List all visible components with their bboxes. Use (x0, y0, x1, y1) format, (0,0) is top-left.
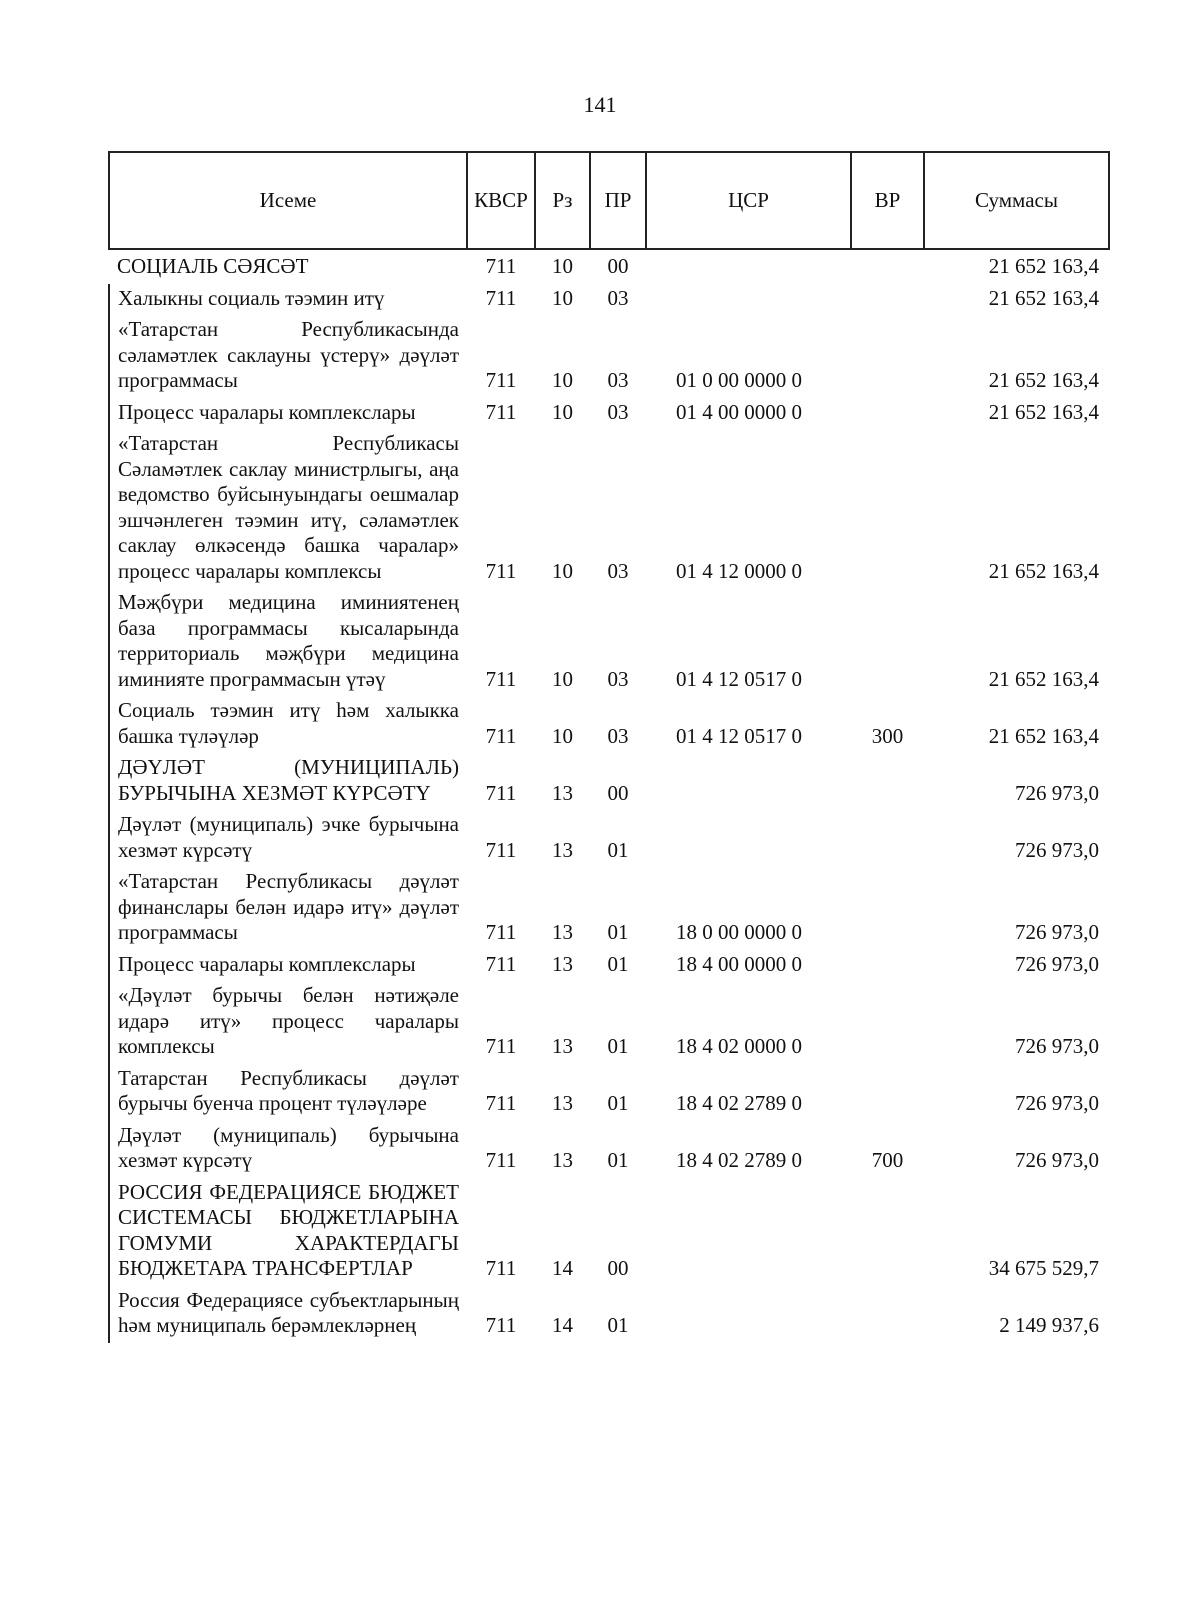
row-vr (851, 398, 924, 430)
row-pr: 03 (607, 558, 629, 583)
table-row (109, 429, 1109, 588)
row-csr: 18 0 00 0000 0 (676, 920, 802, 944)
row-sum: 21 652 163,4 (988, 399, 1099, 424)
table-header (109, 152, 1109, 249)
row-sum: 726 973,0 (1015, 951, 1099, 976)
row-vr (851, 249, 924, 284)
row-pr: 01 (607, 951, 629, 976)
row-csr (646, 1178, 851, 1286)
page-number: 141 (583, 92, 617, 117)
row-csr (646, 249, 851, 284)
row-rz: 13 (552, 1148, 573, 1172)
row-rz: 10 (552, 399, 573, 424)
row-sum: 21 652 163,4 (988, 254, 1099, 278)
table-row (109, 284, 1109, 316)
row-kvsr: 711 (485, 723, 517, 748)
row-csr (646, 810, 851, 867)
row-sum: 21 652 163,4 (988, 558, 1099, 583)
row-vr (851, 981, 924, 1064)
row-kvsr: 711 (485, 1091, 517, 1115)
row-name: СОЦИАЛЬ СӘЯСӘТ (117, 254, 309, 278)
row-csr: 18 4 02 0000 0 (676, 1034, 802, 1058)
row-kvsr: 711 (485, 1148, 517, 1172)
row-name: Процесс чаралары комплекслары (109, 398, 467, 430)
row-pr: 00 (607, 780, 629, 805)
row-rz: 14 (552, 1256, 573, 1280)
row-csr: 18 4 00 0000 0 (676, 951, 802, 976)
row-csr: 01 4 00 0000 0 (676, 399, 802, 424)
table-row (109, 315, 1109, 398)
table-row (109, 1121, 1109, 1178)
row-name: «Дәүләт бурычы белән нәтиҗәле идарә итү» процесс чаралары комплексы (109, 981, 467, 1064)
row-sum: 21 652 163,4 (988, 723, 1099, 748)
row-sum: 21 652 163,4 (988, 285, 1099, 310)
row-vr (851, 1064, 924, 1121)
row-pr: 03 (607, 285, 629, 310)
row-csr (646, 1286, 851, 1343)
row-pr: 00 (607, 1256, 629, 1280)
row-name: Процесс чаралары комплекслары (109, 950, 467, 982)
row-pr: 00 (607, 254, 629, 278)
row-pr: 01 (607, 1148, 629, 1172)
row-pr: 01 (607, 1034, 629, 1058)
table-body (109, 249, 1109, 1343)
row-csr: 01 4 12 0517 0 (676, 666, 802, 691)
row-csr (646, 284, 851, 316)
row-pr: 01 (607, 1313, 629, 1337)
row-name: Дәүләт (муниципаль) эчке бурычына хезмәт күрсәтү (109, 810, 467, 867)
header-csr: ЦСР (646, 152, 851, 249)
row-csr (646, 753, 851, 810)
row-name: Социаль тәэмин итү һәм халыкка башка түләүләр (109, 696, 467, 753)
row-sum: 726 973,0 (1015, 837, 1099, 862)
header-vr: ВР (851, 152, 924, 249)
table-row (109, 1286, 1109, 1343)
header-pr: ПР (590, 152, 646, 249)
table-row (109, 950, 1109, 982)
header-rz: Рз (535, 152, 590, 249)
row-pr: 03 (607, 666, 629, 691)
row-vr (851, 284, 924, 316)
row-kvsr: 711 (485, 780, 517, 805)
row-kvsr: 711 (485, 666, 517, 691)
budget-table (108, 151, 1110, 1343)
row-vr (851, 950, 924, 982)
row-rz: 10 (552, 254, 573, 278)
row-rz: 10 (552, 368, 573, 392)
row-sum: 2 149 937,6 (999, 1313, 1099, 1337)
row-sum: 726 973,0 (1015, 920, 1099, 944)
row-name: «Татарстан Республикасында сәламәтлек саклауны үстерү» дәүләт программасы (109, 315, 467, 398)
row-pr: 01 (607, 920, 629, 944)
row-pr: 03 (607, 723, 629, 748)
row-csr: 18 4 02 2789 0 (676, 1091, 802, 1115)
table-row (109, 249, 1109, 284)
row-kvsr: 711 (485, 368, 517, 392)
table-row (109, 981, 1109, 1064)
row-rz: 13 (552, 920, 573, 944)
row-kvsr: 711 (485, 285, 517, 310)
row-kvsr: 711 (485, 1034, 517, 1058)
row-rz: 14 (552, 1313, 573, 1337)
row-sum: 726 973,0 (1015, 1034, 1099, 1058)
header-sum: Суммасы (924, 152, 1109, 249)
row-vr (851, 753, 924, 810)
row-vr (851, 429, 924, 588)
row-name: РОССИЯ ФЕДЕРАЦИЯСЕ БЮДЖЕТ СИСТЕМАСЫ БЮДЖЕТЛАРЫНА ГОМУМИ ХАРАКТЕРДАГЫ БЮДЖЕТАРА ТРАНСФЕРТЛАР (109, 1178, 467, 1286)
row-rz: 13 (552, 780, 573, 805)
row-name: Халыкны социаль тәэмин итү (109, 284, 467, 316)
row-kvsr: 711 (485, 1313, 517, 1337)
row-vr (851, 588, 924, 696)
row-pr: 03 (607, 368, 629, 392)
row-sum: 726 973,0 (1015, 1091, 1099, 1115)
row-sum: 34 675 529,7 (988, 1256, 1099, 1280)
row-rz: 10 (552, 285, 573, 310)
table-row (109, 398, 1109, 430)
row-sum: 21 652 163,4 (988, 368, 1099, 392)
row-rz: 13 (552, 1034, 573, 1058)
row-sum: 726 973,0 (1015, 780, 1099, 805)
row-pr: 01 (607, 1091, 629, 1115)
table-row (109, 867, 1109, 950)
row-vr: 700 (871, 1148, 904, 1172)
row-name: ДӘҮЛӘТ (МУНИЦИПАЛЬ) БУРЫЧЫНА ХЕЗМӘТ КҮРСӘТҮ (109, 753, 467, 810)
header-kvsr: КВСР (467, 152, 535, 249)
row-csr: 01 0 00 0000 0 (676, 368, 802, 392)
row-csr: 01 4 12 0000 0 (676, 558, 802, 583)
row-name: «Татарстан Республикасы Сәламәтлек саклау министрлыгы, аңа ведомство буйсынуындагы оешмалар эшчәнлеген тәэмин итү, сәламәтлек саклау өлкәсендә башка чаралар» процесс чаралары комплексы (109, 429, 467, 588)
row-kvsr: 711 (485, 558, 517, 583)
row-kvsr: 711 (485, 837, 517, 862)
table-row (109, 753, 1109, 810)
row-name: Мәҗбүри медицина иминиятенең база программасы кысаларында территориаль мәҗбүри медицина иминияте программасын үтәү (109, 588, 467, 696)
row-sum: 21 652 163,4 (988, 666, 1099, 691)
table-row (109, 696, 1109, 753)
row-kvsr: 711 (485, 951, 517, 976)
table-row (109, 810, 1109, 867)
table-row (109, 588, 1109, 696)
row-kvsr: 711 (485, 920, 517, 944)
table-row (109, 1064, 1109, 1121)
row-pr: 01 (607, 837, 629, 862)
row-vr (851, 810, 924, 867)
row-kvsr: 711 (485, 254, 517, 278)
row-kvsr: 711 (485, 1256, 517, 1280)
row-sum: 726 973,0 (1015, 1148, 1099, 1172)
row-vr: 300 (871, 723, 904, 748)
row-name: Дәүләт (муниципаль) бурычына хезмәт күрсәтү (109, 1121, 467, 1178)
row-pr: 03 (607, 399, 629, 424)
header-name: Исеме (109, 152, 467, 249)
row-csr: 01 4 12 0517 0 (676, 723, 802, 748)
row-rz: 10 (552, 723, 573, 748)
row-name: «Татарстан Республикасы дәүләт финанслары белән идарә итү» дәүләт программасы (109, 867, 467, 950)
row-rz: 13 (552, 1091, 573, 1115)
row-kvsr: 711 (485, 399, 517, 424)
row-rz: 10 (552, 558, 573, 583)
row-rz: 13 (552, 837, 573, 862)
row-rz: 10 (552, 666, 573, 691)
row-rz: 13 (552, 951, 573, 976)
table-row (109, 1178, 1109, 1286)
row-vr (851, 315, 924, 398)
row-csr: 18 4 02 2789 0 (676, 1148, 802, 1172)
row-vr (851, 1286, 924, 1343)
row-name: Россия Федерациясе субъектларының һәм муниципаль берәмлекләрнең (109, 1286, 467, 1343)
row-vr (851, 1178, 924, 1286)
row-name: Татарстан Республикасы дәүләт бурычы буенча процент түләүләре (109, 1064, 467, 1121)
row-vr (851, 867, 924, 950)
